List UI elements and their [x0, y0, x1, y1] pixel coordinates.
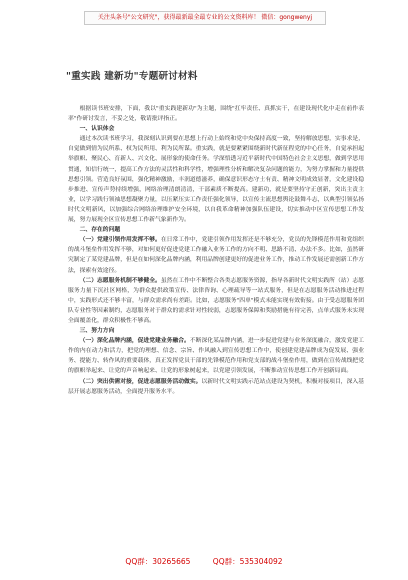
problem-2-paragraph — [68, 276, 364, 326]
section-heading-3: 三、努力方向 — [79, 328, 115, 335]
document-body — [68, 104, 364, 397]
problem-1-paragraph — [68, 235, 364, 275]
footer-qq-groups — [0, 556, 408, 567]
section-heading-1: 一、认识体会 — [79, 126, 115, 133]
problem-2-text: 虽然在工作中不断整合各类志愿服务资源，指导各新时代文明实践所（站）志愿服务力量下沉社区网格，为群众提供政策宣传、法律咨询、心理疏导等一站式服务，但是在志愿服务活动推进过程中，实践形式还不够丰富，与群众需求尚有差距。比如，志愿服务"四单"模式未能实现有效衔接。由于受志愿服务团队专业性等因素制约，志愿服务对于群众的需求针对性较弱，志愿服务保障和奖励措施有待完善，点单式服务未实现全面覆盖化，群众积极性不够高。 — [68, 277, 364, 324]
top-banner: 关注头条号"公文研究"，获得最新最全最专业的公文资料库！ 微信：gongwenyj — [84, 11, 326, 25]
direction-2-lead: （二）突出供需对接，促进志愿服务活动做实。 — [79, 378, 202, 385]
problem-1-text: 在日常工作中，党建引领作用发挥还是不够充分，党员的先锋模范作用和党组织的战斗堡垒作用发挥不够，对如何更好促进党建工作融入业务工作的方向不明、思路不清、办法不多。比如，虽然研究制定了某党建品牌，但是在如何深化品牌内涵，利用品牌创建更好的促进业务工作，推动工作发展还需创新工作方法，探索有效途径。 — [68, 237, 364, 274]
direction-1-lead: （一）深化品牌内涵，促进党建业务融合。 — [79, 338, 190, 345]
direction-1-text: 不断深化某品牌内涵，进一步促进党建与业务深度融合，激发党建工作的内在动力和活力，把党的理想、信念、宗旨、作风融入到宣传思想工作中，使创建党建品牌成为促发展、强业务、提能力、转作风的重要载体，真正发挥党员干部的先锋模范作用和党支部的战斗堡垒作用，做到在宣传战线把党的旗帜举起来、让党的声音响起来、让党的形象树起来，以党建引领发展，不断推动宣传思想工作开创新局面。 — [68, 338, 364, 375]
problem-2-lead: （二）志愿服务机制不够健全。 — [79, 277, 161, 284]
qq-group-1: QQ群：30265665 — [125, 557, 191, 566]
intro-paragraph: 根据读书班安排，下面，我以"重实践建新功"为主题，围绕"扛牢责任、真抓实干，在建设现代化中走在前作表率"作研讨发言，不妥之处，敬请批评指正。 — [68, 106, 364, 123]
document-title: "重实践 建新功"专题研讨材料 — [66, 71, 198, 82]
problem-1-lead: （一）党建引领作用发挥不够。 — [79, 237, 161, 244]
section-1-paragraph: 通过本次读书班学习，我深刻认识到要在思想上行动上始终和党中央保持高度一致，坚持解放思想，实事求是，自觉做到情为民所系、权为民所用、利为民所谋。重实践，就是要紧紧围绕新时代新征程党的中心任务，自觉承担起举旗帜、聚民心、育新人、兴文化、展形象的使命任务。学深悟透习近平新时代中国特色社会主义思想，做到学思用贯通，知信行统一，提高工作方法的灵活性和科学性，增强理性分析和解决复杂问题的能力，为努力掌握和力量提供思想引领。营造良好氛围，强化精神激励，丰润道德滋养，确保意识形态守土有责、精神文明成效显著，文化建设稳步推进、宣传声势持续增强，网络治理清朗清清，干部素质不断提高。建新功，就是要坚持守正创新，突出主责主业，以学习践行领袖思想凝聚力量，以压紧压实工作责任强化领导，以宣传主流思想舆论鼓舞斗志，以典型引领弘扬时代文明新风，以加强综合网络治理维护安全环境，以自我革命精神加强队伍建设，切实推动中区宣传思想工作发展，努力展现全区宣传思想工作新气象新作为。 — [68, 136, 364, 224]
section-heading-2: 二、存在的问题 — [79, 227, 121, 234]
direction-1-paragraph — [68, 336, 364, 376]
qq-group-2: QQ群：535304092 — [212, 557, 283, 566]
direction-2-paragraph — [68, 377, 364, 397]
direction-2-text: 以新时代文明实践示范站点建设为契机，积极对接项目，深入基层开展志愿服务活动，全面提升服务水平。 — [68, 378, 364, 395]
